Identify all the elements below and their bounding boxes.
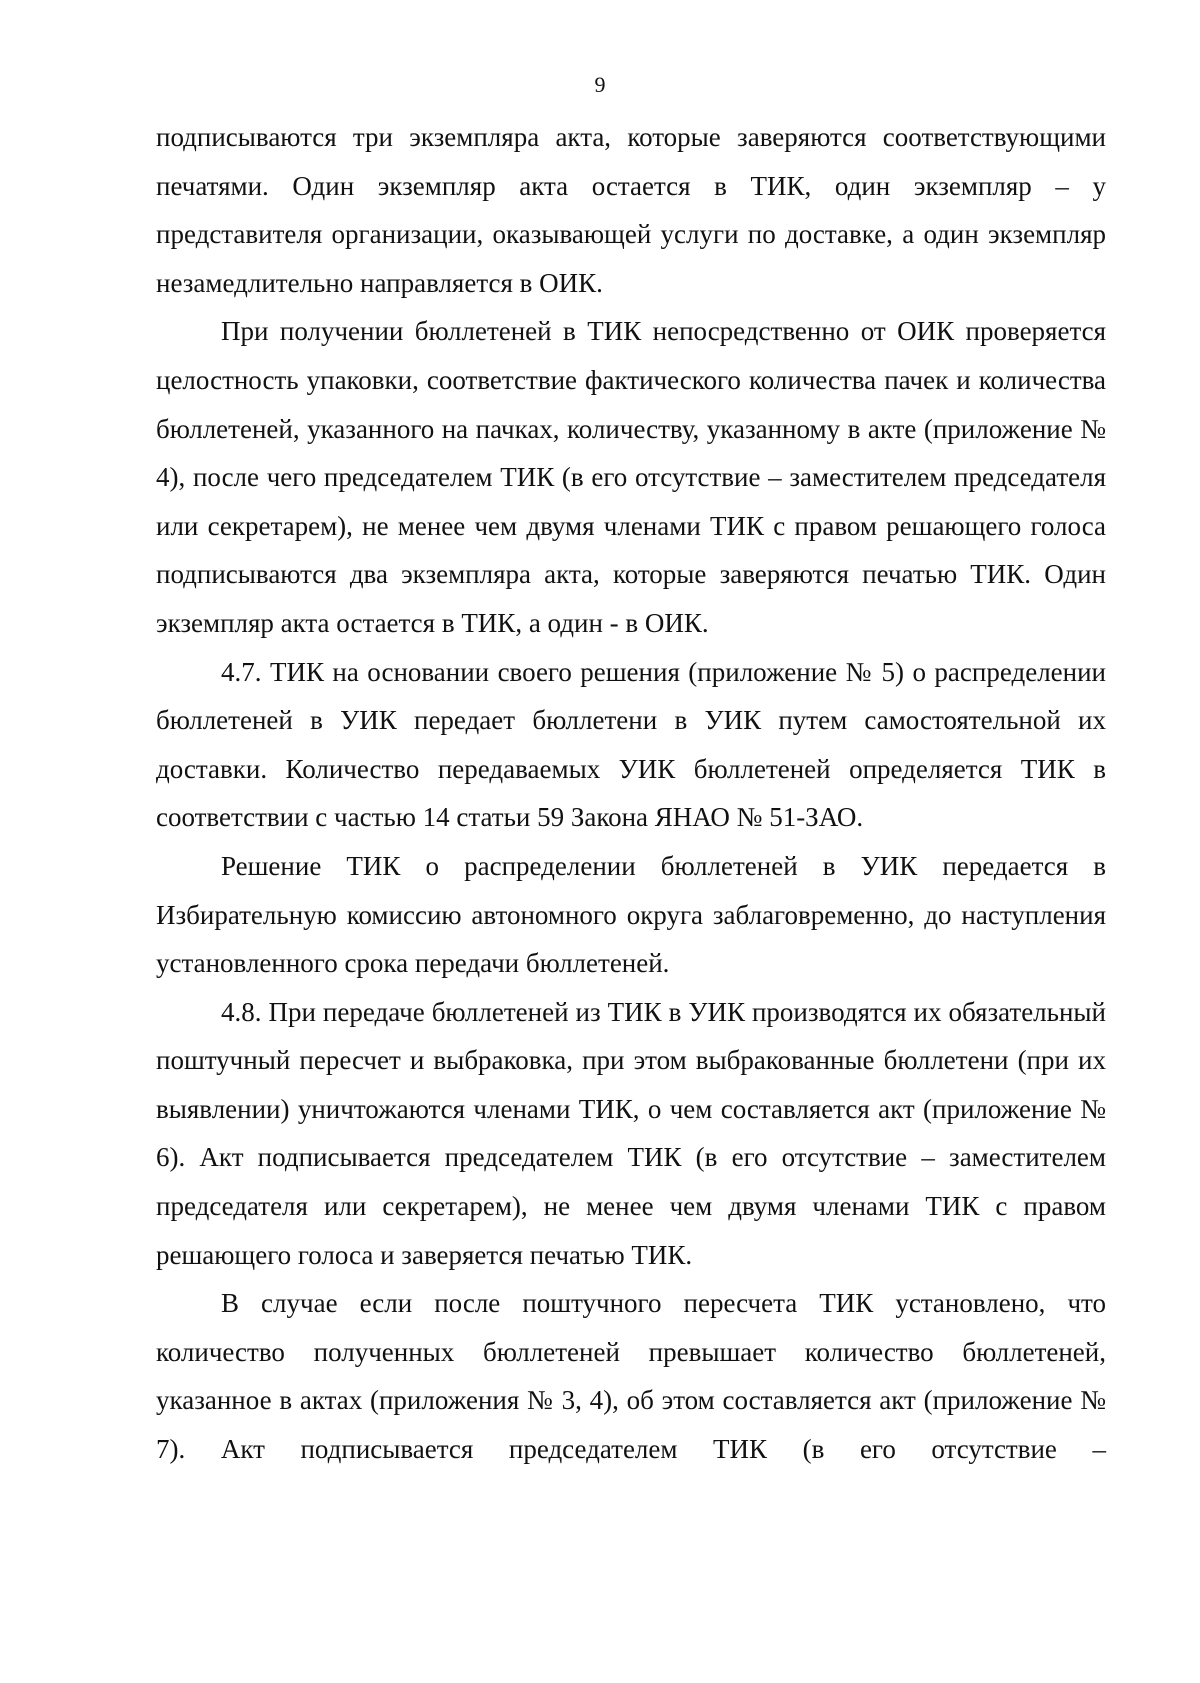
paragraph-receiving-ballots: При получении бюллетеней в ТИК непосредственно от ОИК проверяется целостность упаковки, соответствие фактического количества пачек и количества бюллетеней, указанного на пачках, количеству, указанному в акте (приложение № 4), после чего председателем ТИК (в его отсутствие – заместителем председателя или секретарем), не менее чем двумя членами ТИК с правом решающего голоса подписываются два экземпляра акта, которые заверяются печатью ТИК. Один экземпляр акта остается в ТИК, а один - в ОИК.	[156, 316, 1106, 638]
document-body	[156, 113, 1106, 1474]
paragraph-continuation: подписываются три экземпляра акта, которые заверяются соответствующими печатями. Один экземпляр акта остается в ТИК, один экземпляр – у представителя организации, оказывающей услуги по доставке, а один экземпляр незамедлительно направляется в ОИК.	[156, 122, 1106, 298]
paragraph-tik-decision: Решение ТИК о распределении бюллетеней в УИК передается в Избирательную комиссию автономного округа заблаговременно, до наступления установленного срока передачи бюллетеней.	[156, 850, 1106, 979]
paragraph-excess-ballots: В случае если после поштучного пересчета ТИК установлено, что количество полученных бюллетеней превышает количество бюллетеней, указанное в актах (приложения № 3, 4), об этом составляется акт (приложение № 7). Акт подписывается председателем ТИК (в его отсутствие –	[156, 1288, 1106, 1465]
page-number: 9	[594, 72, 606, 97]
paragraph-4-7: 4.7. ТИК на основании своего решения (приложение № 5) о распределении бюллетеней в УИК передает бюллетени в УИК путем самостоятельной их доставки. Количество передаваемых УИК бюллетеней определяется ТИК в соответствии с частью 14 статьи 59 Закона ЯНАО № 51-ЗАО.	[156, 656, 1106, 833]
paragraph-4-8: 4.8. При передаче бюллетеней из ТИК в УИК производятся их обязательный поштучный пересчет и выбраковка, при этом выбракованные бюллетени (при их выявлении) уничтожаются членами ТИК, о чем составляется акт (приложение № 6). Акт подписывается председателем ТИК (в его отсутствие – заместителем председателя или секретарем), не менее чем двумя членами ТИК с правом решающего голоса и заверяется печатью ТИК.	[156, 996, 1106, 1270]
